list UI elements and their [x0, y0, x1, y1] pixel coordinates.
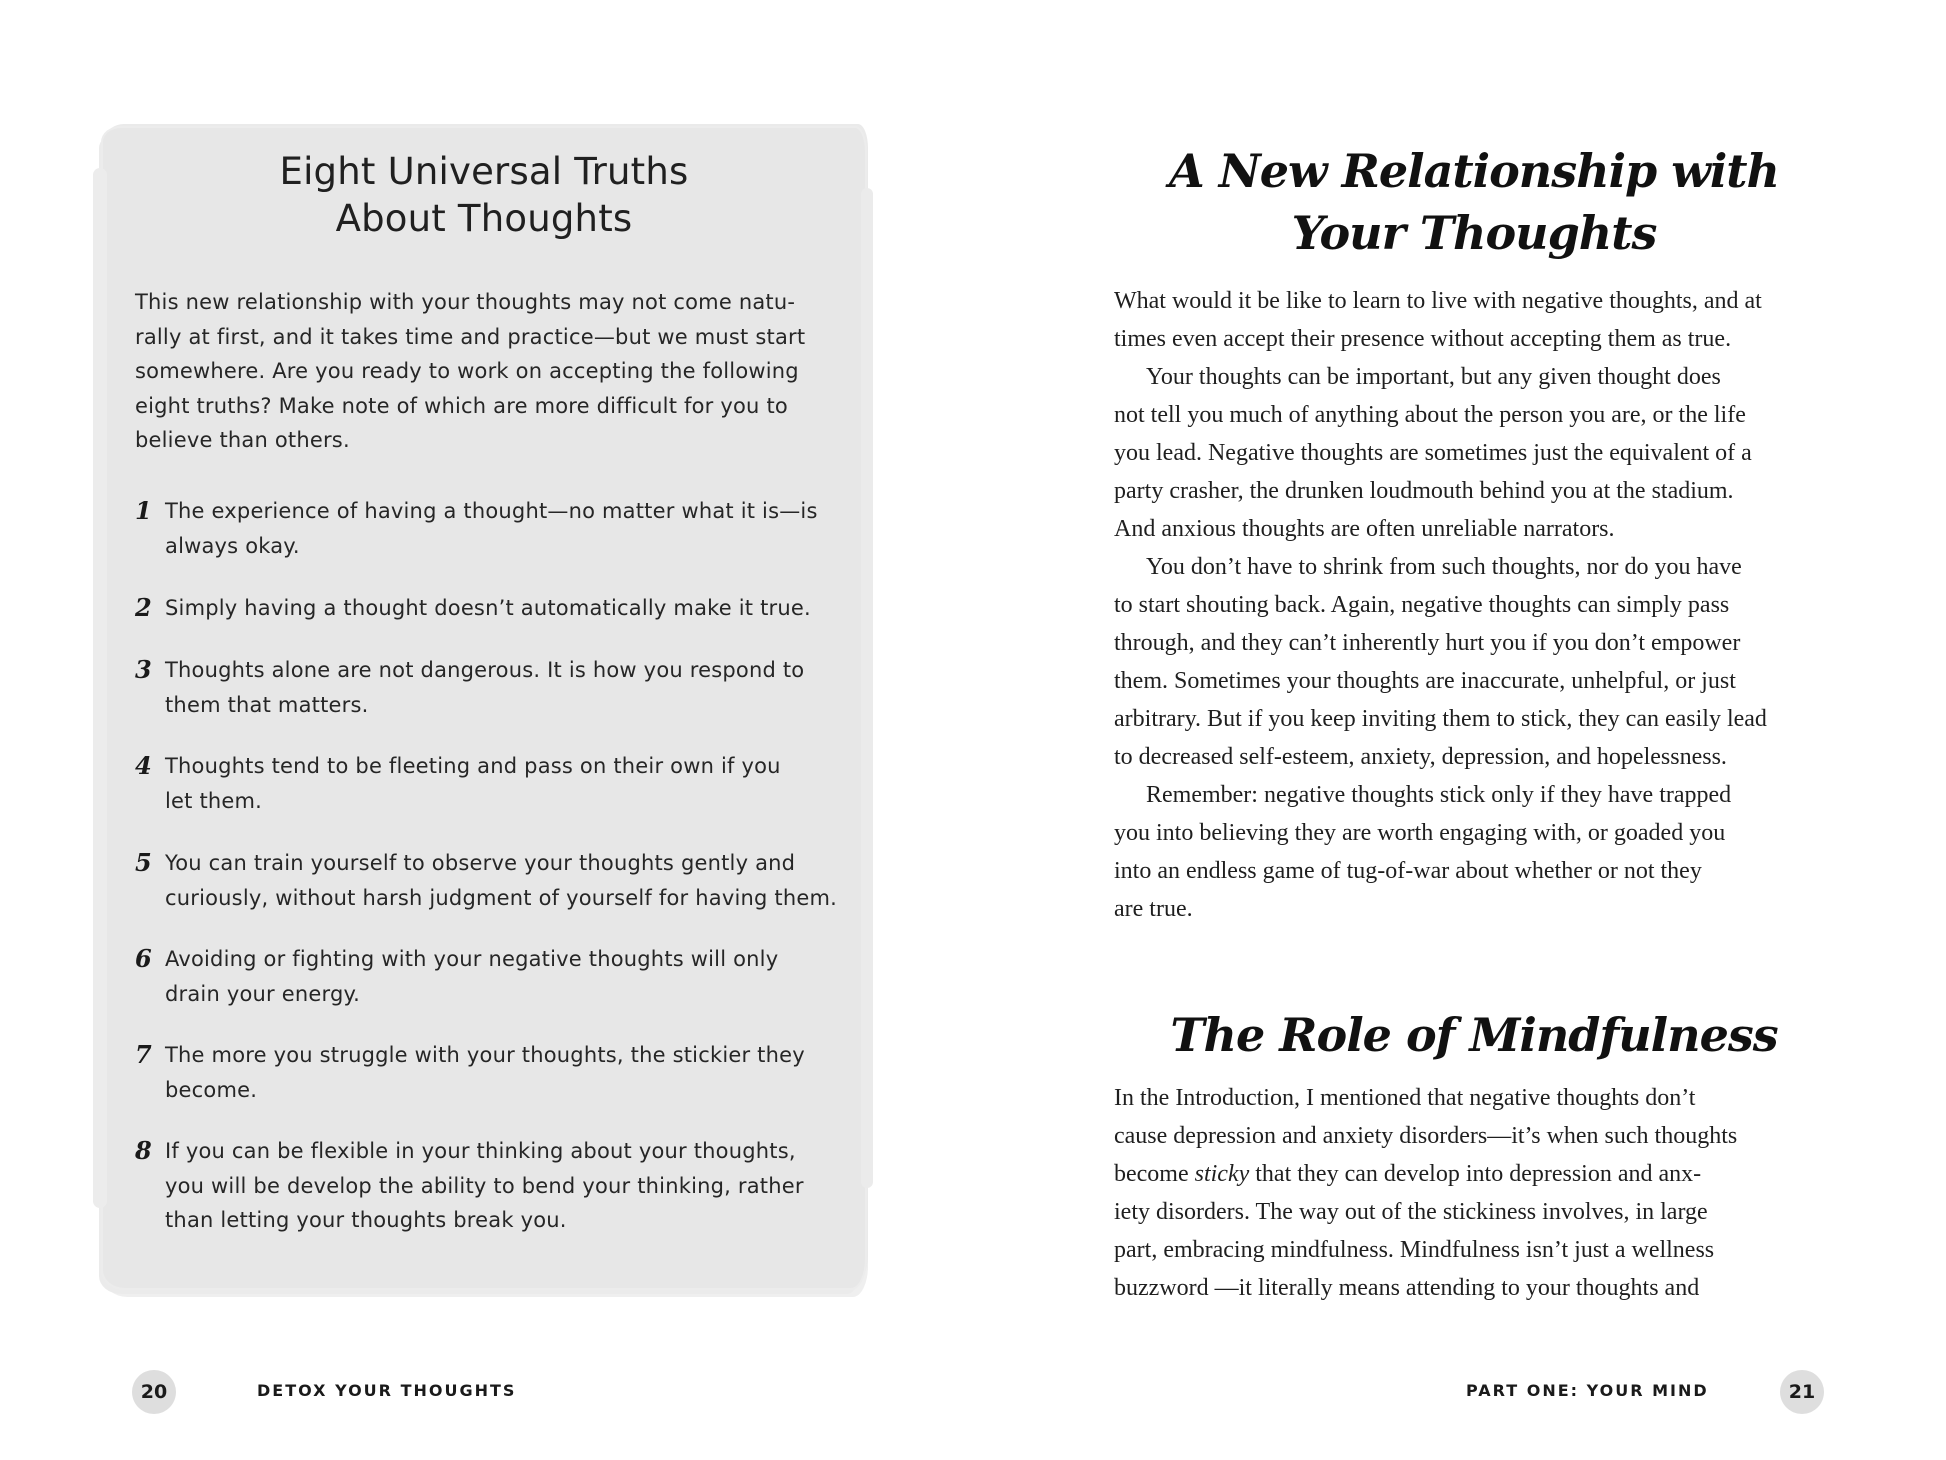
truth-number: 8	[135, 1136, 152, 1165]
truth-text	[165, 1038, 865, 1107]
text-line: curiously, without harsh judgment of yourself for having them.	[165, 885, 837, 910]
truth-text	[165, 653, 865, 722]
truth-number: 7	[135, 1040, 152, 1069]
emphasis-sticky: sticky	[1194, 1161, 1250, 1187]
text-line: always okay.	[165, 533, 300, 558]
text-line: than letting your thoughts break you.	[165, 1208, 567, 1232]
text-line: And anxious thoughts are often unreliable narrators.	[1114, 516, 1615, 542]
truths-title	[103, 148, 865, 242]
truth-text	[165, 591, 865, 626]
text-line: become.	[165, 1077, 258, 1102]
heading-new-relationship	[1114, 140, 1834, 264]
text-line: them. Sometimes your thoughts are inaccurate, unhelpful, or just	[1114, 668, 1736, 694]
text-line: Thoughts tend to be fleeting and pass on their own if you	[165, 754, 781, 778]
truth-text	[165, 749, 865, 818]
truth-number: 5	[135, 848, 152, 877]
text-line: to start shouting back. Again, negative thoughts can simply pass	[1114, 592, 1730, 618]
truth-text	[165, 494, 865, 563]
truth-text	[165, 846, 865, 915]
truth-text	[165, 1134, 865, 1238]
text-line	[1114, 1155, 1834, 1193]
text-line: somewhere. Are you ready to work on accepting the following	[135, 359, 799, 383]
page-number-left: 20	[132, 1370, 176, 1414]
text-line: This new relationship with your thoughts may not come natu-	[135, 290, 796, 314]
text-line: you will be develop the ability to bend your thinking, rather	[165, 1173, 804, 1198]
text-line: to decreased self-esteem, anxiety, depression, and hopelessness.	[1114, 744, 1727, 770]
truth-number: 6	[135, 944, 152, 973]
text-line: party crasher, the drunken loudmouth behind you at the stadium.	[1114, 478, 1734, 504]
heading-role-of-mindfulness: The Role of Mindfulness	[1170, 1008, 1778, 1062]
text-line: arbitrary. But if you keep inviting them to stick, they can easily lead	[1114, 706, 1767, 732]
text-line: buzzword —it literally means attending to your thoughts and	[1114, 1275, 1700, 1301]
text-segment: that they can develop into depression and anx-	[1249, 1161, 1702, 1187]
page-number-right: 21	[1780, 1370, 1824, 1414]
truths-title-line: About Thoughts	[335, 197, 633, 240]
truths-title-line: Eight Universal Truths	[279, 150, 689, 193]
text-line: times even accept their presence without accepting them as true.	[1114, 326, 1732, 352]
text-line: believe than others.	[135, 428, 350, 452]
text-line: You can train yourself to observe your thoughts gently and	[165, 851, 796, 875]
truth-number: 1	[135, 496, 152, 525]
truth-number: 4	[135, 751, 152, 780]
text-segment: become	[1114, 1161, 1195, 1187]
text-line: The experience of having a thought—no matter what it is—is	[165, 499, 818, 523]
text-line: not tell you much of anything about the person you are, or the life	[1114, 402, 1746, 428]
text-line: into an endless game of tug-of-war about whether or not they	[1114, 858, 1702, 884]
text-line: let them.	[165, 788, 263, 813]
heading-line: A New Relationship with	[1168, 144, 1780, 198]
text-line: If you can be flexible in your thinking about your thoughts,	[165, 1139, 796, 1163]
text-line: You don’t have to shrink from such thoughts, nor do you have	[1146, 554, 1742, 580]
running-head-left: DETOX YOUR THOUGHTS	[257, 1381, 517, 1400]
text-line: cause depression and anxiety disorders—it’s when such thoughts	[1114, 1123, 1738, 1149]
running-head-right: PART ONE: YOUR MIND	[1466, 1381, 1709, 1400]
text-line: drain your energy.	[165, 981, 360, 1006]
text-line: rally at first, and it takes time and practice—but we must start	[135, 324, 806, 349]
text-line: iety disorders. The way out of the stickiness involves, in large	[1114, 1199, 1708, 1225]
text-line: Remember: negative thoughts stick only if they have trapped	[1146, 782, 1732, 808]
truths-intro	[135, 285, 855, 458]
text-line: part, embracing mindfulness. Mindfulness isn’t just a wellness	[1114, 1237, 1715, 1263]
text-line: The more you struggle with your thoughts, the stickier they	[165, 1043, 805, 1067]
heading-line: Your Thoughts	[1291, 206, 1657, 260]
text-line: Avoiding or fighting with your negative thoughts will only	[165, 947, 779, 971]
text-line: Thoughts alone are not dangerous. It is how you respond to	[165, 658, 805, 682]
text-line: Simply having a thought doesn’t automatically make it true.	[165, 596, 811, 620]
text-line: you into believing they are worth engaging with, or goaded you	[1114, 820, 1726, 846]
text-line: What would it be like to learn to live with negative thoughts, and at	[1114, 288, 1762, 314]
truth-text	[165, 942, 865, 1011]
section-new-relationship-text	[1114, 282, 1834, 928]
text-line: them that matters.	[165, 692, 369, 717]
truth-number: 3	[135, 655, 152, 684]
text-line: eight truths? Make note of which are more difficult for you to	[135, 393, 788, 418]
text-line: through, and they can’t inherently hurt you if you don’t empower	[1114, 630, 1741, 656]
text-line: are true.	[1114, 896, 1193, 922]
text-line: you lead. Negative thoughts are sometimes just the equivalent of a	[1114, 440, 1752, 466]
section-mindfulness-text	[1114, 1079, 1834, 1307]
text-line: Your thoughts can be important, but any given thought does	[1146, 364, 1721, 390]
text-line: In the Introduction, I mentioned that negative thoughts don’t	[1114, 1085, 1696, 1111]
truth-number: 2	[135, 593, 152, 622]
